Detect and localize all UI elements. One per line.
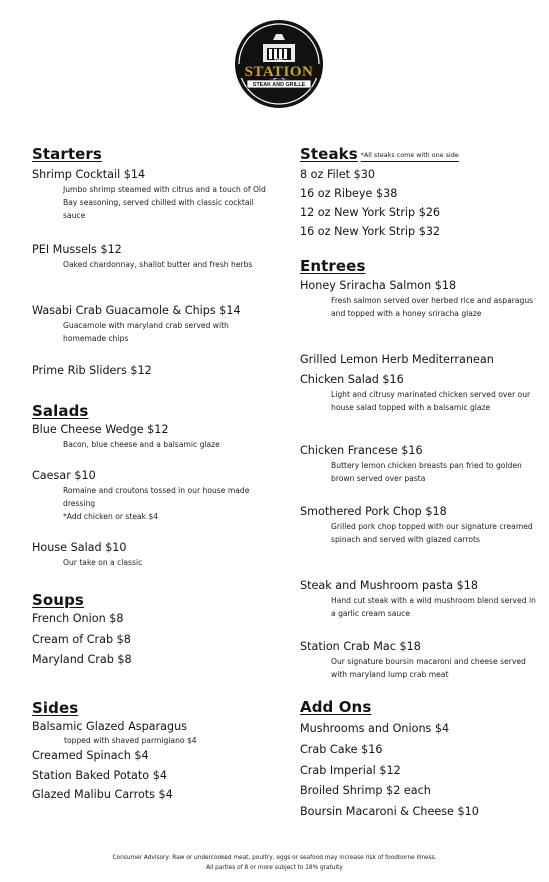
menu-item: Broiled Shrimp $2 each [300, 784, 431, 798]
item-name: Shrimp Cocktail $14 [32, 168, 146, 181]
item-description: Hand cut steak with a wild mushroom blend served in a garlic cream sauce [331, 596, 536, 618]
logo-brand: STATION [244, 64, 314, 80]
item-description: Guacamole with maryland crab served with homemade chips [63, 321, 229, 343]
menu-item [300, 503, 542, 546]
item-description: Light and citrusy marinated chicken served over our house salad topped with a balsamic glaze [331, 390, 531, 412]
item-description: Fresh salmon served over herbed rice and asparagus and topped with a honey sriracha glaze [331, 296, 534, 318]
menu-item [32, 166, 282, 222]
gratuity-note: All parties of 8 or more subject to 18% gratuity [206, 865, 343, 871]
menu-item: Creamed Spinach $4 [32, 749, 149, 762]
soups-section [32, 591, 282, 671]
starters-section [32, 145, 282, 163]
sides-section [32, 699, 282, 805]
item-description: Jumbo shrimp steamed with citrus and a touch of Old Bay seasoning, served chilled with classic cocktail sauce [63, 185, 266, 220]
item-name: Smothered Pork Chop $18 [300, 505, 447, 518]
steaks-note: *All steaks come with one side [360, 152, 459, 159]
entrees-heading: Entrees [300, 257, 366, 275]
salads-heading: Salads [32, 402, 89, 420]
menu-item [32, 362, 282, 379]
menu-item [300, 277, 542, 320]
item-name: Wasabi Crab Guacamole & Chips $14 [32, 304, 241, 317]
salads-section [32, 402, 282, 420]
item-name: Grilled Lemon Herb Mediterranean [300, 353, 494, 366]
item-name-cont: Chicken Salad $16 [300, 373, 404, 386]
menu-item [32, 241, 282, 271]
menu-item [300, 638, 542, 681]
menu-item: Cream of Crab $8 [32, 632, 131, 646]
item-name: Chicken Francese $16 [300, 444, 423, 457]
item-description: Romaine and croutons tossed in our house made dressing [63, 486, 250, 508]
menu-item [300, 577, 542, 620]
menu-item: 8 oz Filet $30 [300, 168, 375, 181]
menu-item: 12 oz New York Strip $26 [300, 206, 441, 219]
menu-item: 16 oz New York Strip $32 [300, 225, 441, 238]
menu-item: Crab Cake $16 [300, 742, 383, 756]
menu-item: Mushrooms and Onions $4 [300, 722, 450, 735]
item-extra: *Add chicken or steak $4 [63, 512, 159, 521]
item-name: PEI Mussels $12 [32, 243, 122, 256]
sides-heading: Sides [32, 699, 79, 717]
soups-heading: Soups [32, 591, 84, 609]
item-name: House Salad $10 [32, 541, 127, 554]
menu-item: Crab Imperial $12 [300, 763, 401, 777]
item-name: Steak and Mushroom pasta $18 [300, 579, 478, 592]
steaks-section [300, 145, 542, 241]
station-logo [233, 18, 325, 118]
menu-item: Boursin Macaroni & Cheese $10 [300, 805, 479, 819]
menu-item: Station Baked Potato $4 [32, 768, 167, 782]
menu-item [32, 421, 282, 451]
steaks-heading [300, 145, 542, 165]
item-name: Honey Sriracha Salmon $18 [300, 279, 457, 292]
item-name: Blue Cheese Wedge $12 [32, 423, 169, 436]
menu-item [300, 442, 542, 485]
item-description: Bacon, blue cheese and a balsamic glaze [63, 440, 220, 449]
item-name: Caesar $10 [32, 469, 96, 482]
item-description: Grilled pork chop topped with our signature creamed spinach and served with glazed carrots [331, 522, 533, 544]
steaks-title: Steaks [300, 145, 358, 163]
item-description: Our take on a classic [63, 558, 143, 567]
item-name: Prime Rib Sliders $12 [32, 364, 152, 377]
entrees-section [300, 257, 542, 275]
starters-heading: Starters [32, 145, 102, 163]
menu-item: French Onion $8 [32, 612, 124, 625]
menu-item [300, 351, 542, 414]
item-name: Balsamic Glazed Asparagus [32, 720, 187, 733]
menu-item: Maryland Crab $8 [32, 653, 132, 666]
menu-item [32, 539, 282, 569]
item-name: Station Crab Mac $18 [300, 640, 421, 653]
item-description: Buttery lemon chicken breasts pan fried to golden brown served over pasta [331, 461, 522, 483]
menu-item: 16 oz Ribeye $38 [300, 187, 398, 200]
item-description: Oaked chardonnay, shallot butter and fresh herbs [63, 260, 253, 269]
item-description: Our signature boursin macaroni and cheese served with maryland lump crab meat [331, 657, 526, 679]
menu-item [32, 467, 282, 523]
item-description: topped with shaved parmigiano $4 [64, 736, 197, 745]
addons-section [300, 698, 542, 823]
logo-sub: STEAK AND GRILLE [252, 82, 306, 89]
consumer-advisory: Consumer Advisory: Raw or undercooked meat, poultry, eggs or seafood may increase risk of foodborne illness. [112, 855, 437, 861]
logo-the: THE [274, 58, 284, 64]
menu-item: Glazed Malibu Carrots $4 [32, 788, 173, 801]
addons-heading: Add Ons [300, 698, 372, 716]
menu-item [32, 302, 282, 345]
